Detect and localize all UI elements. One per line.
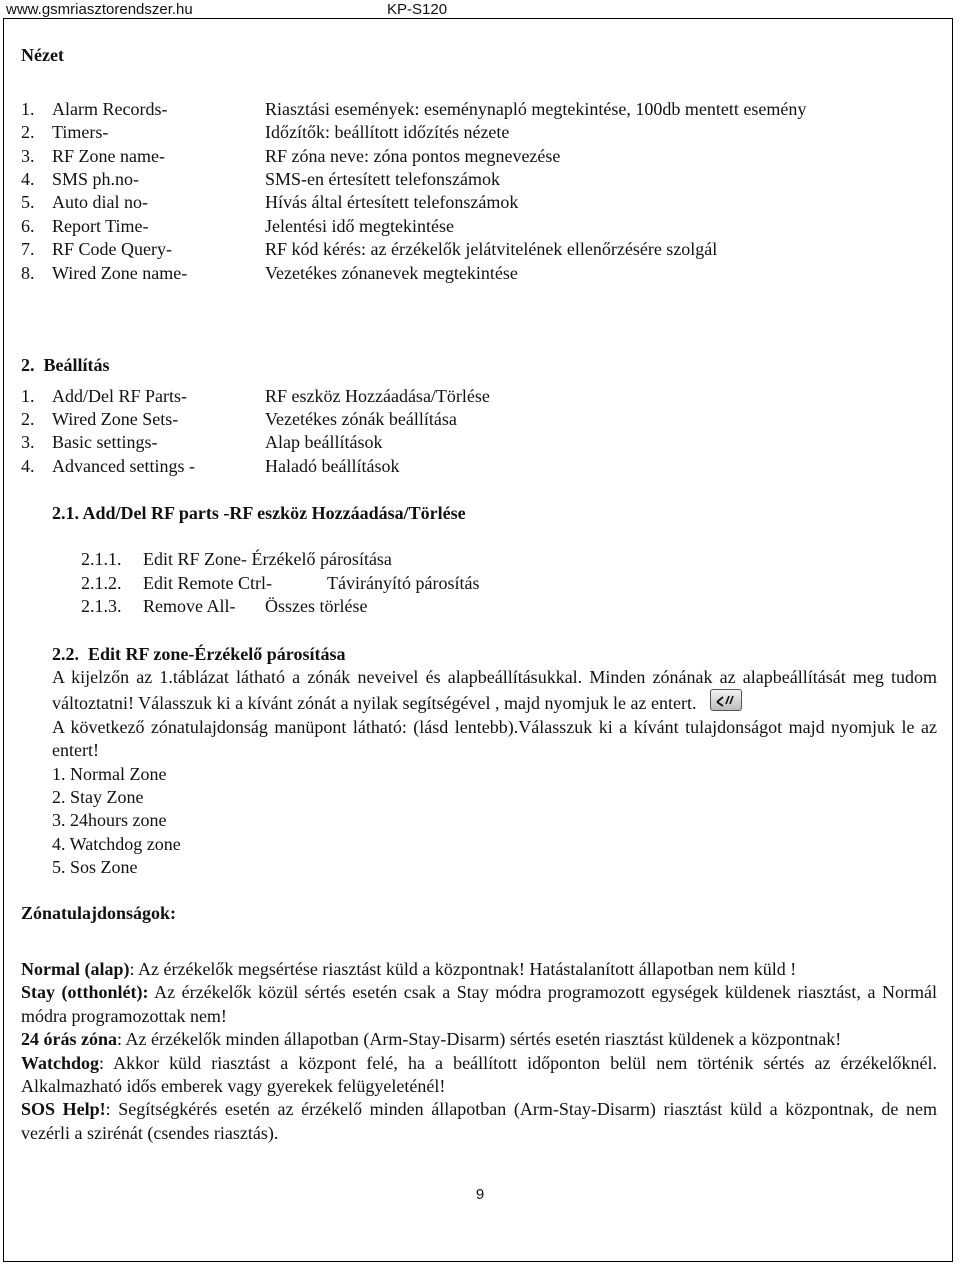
view-item-num: 4. (21, 169, 35, 189)
prop-text: : Az érzékelők minden állapotban (Arm-Stay-Disarm) sértés esetén riasztást küldenek a központnak! (117, 1029, 842, 1050)
view-item-num: 2. (21, 122, 35, 142)
sub21-item-num: 2.1.1. (81, 549, 122, 569)
view-item-label: Alarm Records- (52, 99, 168, 119)
prop-entry (21, 1028, 937, 1051)
settings-title: 2. Beállítás (21, 355, 110, 375)
sub21-item-desc: Távirányító párosítás (327, 573, 480, 593)
settings-item-label: Advanced settings - (52, 456, 195, 476)
view-item-num: 6. (21, 216, 35, 236)
prop-text: : Segítségkérés esetén az érzékelő minden állapotban (Arm-Stay-Disarm) riasztást küld a központnak, de nem vezérli a szirénát (csendes riasztás). (21, 1099, 937, 1143)
view-item-desc: Jelentési idő megtekintése (265, 216, 454, 236)
option-item: 2. Stay Zone (52, 787, 144, 808)
settings-item-num: 1. (21, 386, 35, 406)
option-item: 3. 24hours zone (52, 810, 167, 831)
prop-entry (21, 1098, 937, 1145)
settings-item-num: 3. (21, 432, 35, 452)
sub21-item-label: Edit Remote Ctrl- (143, 573, 272, 593)
option-item: 4. Watchdog zone (52, 833, 181, 854)
view-item-num: 8. (21, 263, 35, 283)
settings-item-desc: Haladó beállítások (265, 456, 400, 476)
settings-item-num: 2. (21, 409, 35, 429)
view-item-num: 5. (21, 192, 35, 212)
prop-text: : Az érzékelők megsértése riasztást küld a központnak! Hatástalanított állapotban nem küld ! (129, 959, 797, 979)
sub21-item-num: 2.1.2. (81, 573, 122, 593)
settings-item-desc: Vezetékes zónák beállítása (265, 409, 457, 429)
prop-term: Normal (alap) (21, 959, 130, 979)
view-item-label: RF Code Query- (52, 239, 172, 259)
settings-item-label: Wired Zone Sets- (52, 409, 179, 429)
view-item-desc: Vezetékes zónanevek megtekintése (265, 263, 518, 283)
enter-key-icon (710, 689, 742, 711)
view-item-desc: RF kód kérés: az érzékelők jelátvitelének ellenőrzésére szolgál (265, 239, 718, 259)
settings-item-label: Add/Del RF Parts- (52, 386, 187, 406)
page-number: 9 (475, 1186, 485, 1203)
view-item-label: Timers- (52, 122, 109, 142)
option-item: 5. Sos Zone (52, 857, 138, 878)
view-item-desc: Riasztási események: eseménynapló megtekintése, 100db mentett esemény (265, 99, 807, 119)
sub21-item-desc: Összes törlése (265, 596, 368, 616)
view-item-label: SMS ph.no- (52, 169, 140, 189)
prop-entry (21, 981, 937, 1028)
view-item-desc: SMS-en értesített telefonszámok (265, 169, 500, 189)
subsection-21-title: 2.1. Add/Del RF parts -RF eszköz Hozzáadása/Törlése (52, 503, 466, 523)
settings-item-desc: RF eszköz Hozzáadása/Törlése (265, 386, 490, 406)
sub22-paragraph-2: A következő zónatulajdonság manüpont látható: (lásd lentebb).Válasszuk ki a kívánt tulajdonságot majd nyomjuk le az entert! (52, 716, 937, 761)
header-model: KP-S120 (387, 1, 448, 18)
view-title: Nézet (21, 45, 64, 65)
props-title: Zónatulajdonságok: (21, 903, 177, 923)
sub21-item-num: 2.1.3. (81, 596, 122, 616)
sub21-item-label: Remove All- (143, 596, 236, 616)
prop-term: SOS Help! (21, 1099, 106, 1120)
view-item-label: RF Zone name- (52, 146, 165, 166)
view-item-num: 3. (21, 146, 35, 166)
view-item-num: 7. (21, 239, 35, 259)
subsection-22-title: 2.2. Edit RF zone-Érzékelő párosítása (52, 644, 346, 664)
sub21-item-text: Edit RF Zone- Érzékelő párosítása (143, 549, 392, 569)
view-item-num: 1. (21, 99, 35, 119)
sub22-paragraph-1 (52, 666, 937, 716)
settings-item-num: 4. (21, 456, 35, 476)
props-body (21, 958, 937, 1145)
view-item-label: Auto dial no- (52, 192, 148, 212)
sub22-body (52, 666, 937, 880)
view-item-desc: RF zóna neve: zóna pontos megnevezése (265, 146, 561, 166)
prop-term: Stay (otthonlét): (21, 982, 149, 1003)
view-item-label: Wired Zone name- (52, 263, 188, 283)
prop-entry (21, 1052, 937, 1099)
option-item: 1. Normal Zone (52, 763, 167, 784)
view-item-desc: Hívás által értesített telefonszámok (265, 192, 519, 212)
sub22-p1-text: A kijelzőn az 1.táblázat látható a zónák neveivel és alapbeállításukkal. Minden zónának az alapbeállítását meg tudom változtatni! Válasszuk ki a kívánt zónát a nyilak segítségével , majd nyomjuk le az entert. (52, 667, 937, 714)
prop-text: : Akkor küld riasztást a központ felé, ha a beállított időponton belül nem történik sértés az érzékelőknél. Alkalmazható idős emberek vagy gyerekek felügyeleténél! (21, 1052, 937, 1097)
settings-item-label: Basic settings- (52, 432, 158, 452)
prop-text: Az érzékelők közül sértés esetén csak a Stay módra programozott egységek küldenek riasztást, a Normál módra programozottak nem! (21, 982, 937, 1026)
prop-entry (21, 958, 937, 981)
view-item-desc: Időzítők: beállított időzítés nézete (265, 122, 510, 142)
prop-term: 24 órás zóna (21, 1029, 117, 1050)
view-item-label: Report Time- (52, 216, 149, 236)
header-url: www.gsmriasztorendszer.hu (6, 1, 193, 18)
prop-term: Watchdog (21, 1052, 100, 1073)
settings-item-desc: Alap beállítások (265, 432, 383, 452)
